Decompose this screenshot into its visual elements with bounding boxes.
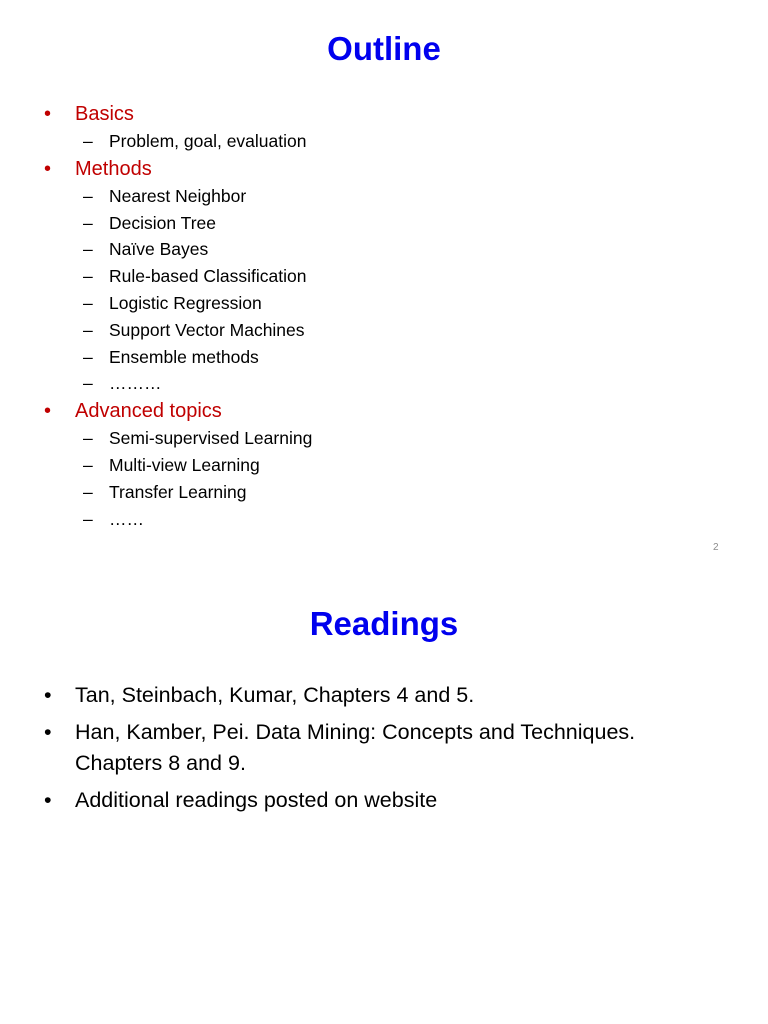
list-item-label: Rule-based Classification [109,266,307,287]
bullet-icon: • [44,400,52,423]
dash-icon: – [83,239,93,260]
list-item-label: Transfer Learning [109,481,247,502]
dash-icon: – [83,346,93,367]
dash-icon: – [83,508,93,529]
list-item-label: Semi-supervised Learning [109,428,313,449]
dash-icon: – [83,454,93,475]
reading-item [0,680,768,711]
list-item-label: Decision Tree [109,212,216,233]
list-item [0,290,768,317]
list-item-label: Multi-view Learning [109,454,260,475]
list-item [0,128,768,155]
outline-title: Outline [327,30,441,67]
dash-icon: – [83,131,93,151]
dash-icon: – [83,292,93,313]
reading-item-label: Tan, Steinbach, Kumar, Chapters 4 and 5. [75,683,475,707]
readings-title: Readings [309,605,459,642]
section-methods [0,155,768,183]
list-item-label: Naïve Bayes [109,239,209,260]
list-item-label: Support Vector Machines [109,319,305,340]
list-item [0,452,768,479]
bullet-icon: • [44,788,52,812]
list-item [0,344,768,371]
dash-icon: – [83,373,93,394]
list-item [0,263,768,290]
list-item [0,236,768,263]
bullet-icon: • [44,683,52,707]
list-item [0,425,768,452]
list-item [0,506,768,533]
section-basics [0,100,768,128]
list-item-label: Logistic Regression [109,292,262,313]
readings-list [0,680,768,822]
dash-icon: – [83,185,93,206]
dash-icon: – [83,266,93,287]
list-item-label: …… [109,508,144,529]
list-item [0,183,768,210]
reading-item [0,717,768,779]
dash-icon: – [83,428,93,449]
section-label: Methods [75,157,152,180]
list-item-label: Problem, goal, evaluation [109,131,307,151]
list-item [0,370,768,397]
list-item-label: Ensemble methods [109,346,259,367]
section-label: Basics [75,103,134,125]
reading-item-label: Additional readings posted on website [75,788,438,812]
section-label: Advanced topics [75,400,222,423]
page-number: 2 [713,542,719,553]
dash-icon: – [83,212,93,233]
list-item-label: ……… [109,373,162,394]
list-item-label: Nearest Neighbor [109,185,247,206]
list-item [0,317,768,344]
reading-item-label: Han, Kamber, Pei. Data Mining: Concepts and Techniques. Chapters 8 and 9. [75,720,636,775]
dash-icon: – [83,319,93,340]
bullet-icon: • [44,157,52,180]
list-item [0,479,768,506]
list-item [0,210,768,237]
section-advanced-topics [0,397,768,425]
bullet-icon: • [44,720,52,744]
outline-list [0,100,768,532]
reading-item [0,785,768,816]
bullet-icon: • [44,103,52,125]
dash-icon: – [83,481,93,502]
